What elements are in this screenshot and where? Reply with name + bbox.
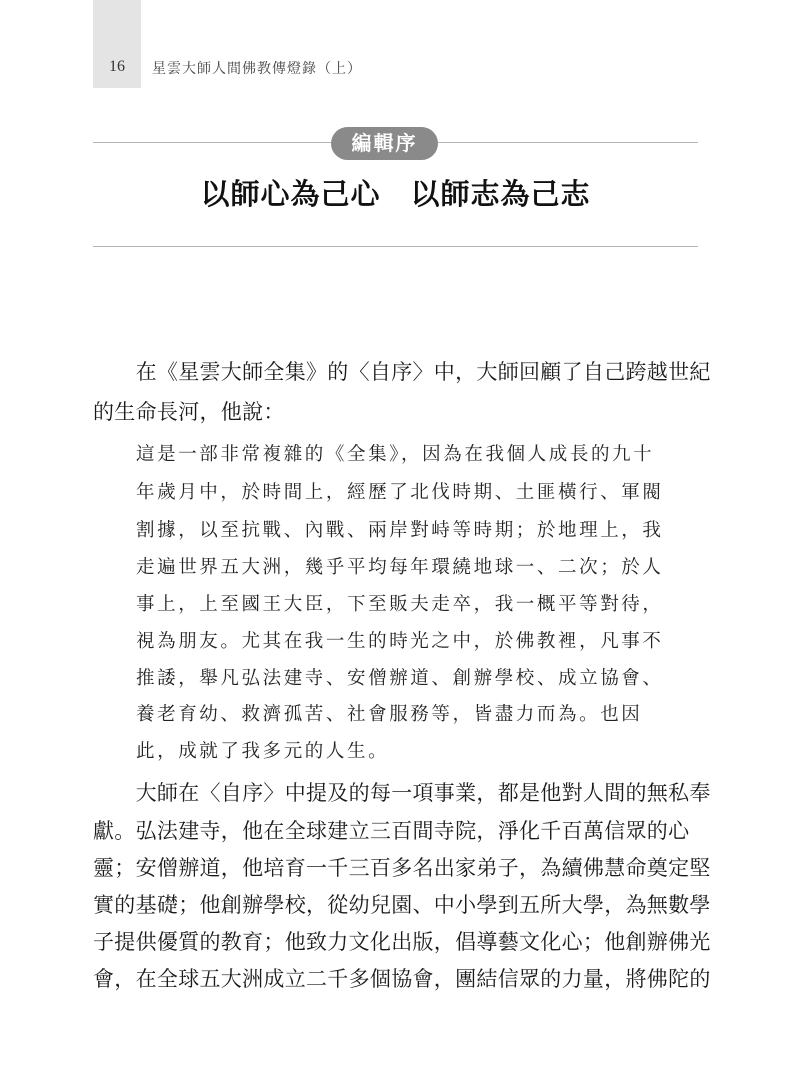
quote-line: 年歲月中，於時間上，經歷了北伐時期、土匪橫行、軍閥 <box>136 482 664 503</box>
paragraph-2-line: 會，在全球五大洲成立二千多個協會，團結信眾的力量，將佛陀的 <box>93 967 711 991</box>
quote-line: 走遍世界五大洲，幾乎平均每年環繞地球一、二次；於人 <box>136 557 664 578</box>
quote-line: 此，成就了我多元的人生。 <box>136 741 390 762</box>
paragraph-2-line: 子提供優質的教育；他致力文化出版，倡導藝文化心；他創辦佛光 <box>93 930 711 954</box>
page-title: 以師心為己心 以師志為己志 <box>200 177 591 211</box>
paragraph-2-line: 實的基礎；他創辦學校，從幼兒園、中小學到五所大學，為無數學 <box>93 893 711 917</box>
quote-line: 推諉，舉凡弘法建寺、安僧辦道、創辦學校、成立協會、 <box>136 668 664 689</box>
page-number: 16 <box>109 58 125 75</box>
bottom-rule <box>93 246 698 247</box>
paragraph-2-line: 靈；安僧辦道，他培育一千三百多名出家弟子，為續佛慧命奠定堅 <box>93 856 711 880</box>
quote-line: 視為朋友。尤其在我一生的時光之中，於佛教裡，凡事不 <box>136 631 664 652</box>
paragraph-1-line: 的生命長河，他說： <box>93 400 285 424</box>
quote-line: 事上，上至國王大臣，下至販夫走卒，我一概平等對待， <box>136 594 664 615</box>
paragraph-2-line: 大師在〈自序〉中提及的每一項事業，都是他對人間的無私奉 <box>93 781 711 805</box>
section-badge: 編輯序 <box>331 127 438 160</box>
paragraph-1-line: 在《星雲大師全集》的〈自序〉中，大師回顧了自己跨越世紀 <box>93 360 711 384</box>
quote-line: 這是一部非常複雜的《全集》，因為在我個人成長的九十 <box>136 444 655 465</box>
running-title: 星雲大師人間佛教傳燈錄（上） <box>152 61 362 77</box>
paragraph-2-line: 獻。弘法建寺，他在全球建立三百間寺院，淨化千百萬信眾的心 <box>93 819 690 843</box>
quote-line: 割據，以至抗戰、內戰、兩岸對峙等時期；於地理上，我 <box>136 520 664 541</box>
quote-line: 養老育幼、救濟孤苦、社會服務等，皆盡力而為。也因 <box>136 704 643 725</box>
